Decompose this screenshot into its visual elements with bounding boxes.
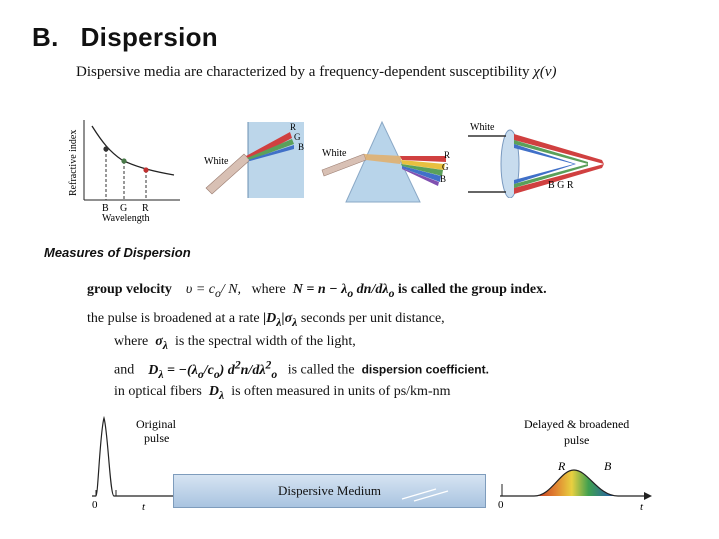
group-index-equation [292,282,395,300]
eq-part: D [208,384,219,399]
eq-part: / N, [220,282,242,297]
measures-heading: Measures of Dispersion [44,245,191,260]
g-label: G [294,132,301,142]
eq-sub: λ [162,338,168,352]
d-lambda-symbol [208,384,225,402]
page-title [32,22,218,53]
called-text: is called the [397,282,468,297]
eq-sub: o [347,286,354,300]
white-label: White [204,156,229,167]
white-label: White [470,122,495,133]
dispersion-coefficient-term: dispersion coefficient. [361,362,489,377]
eq-sub: λ [292,315,298,329]
broadened-pulse-figure [494,412,656,512]
broadening-text: the pulse is broadened at a rate [87,311,260,326]
section-letter: B. [32,22,59,52]
intro-text: Dispersive media are characterized by a frequency-dependent susceptibility [76,64,530,80]
green-top [514,140,588,164]
r-label: R [290,122,297,132]
zero-label: 0 [498,499,504,511]
original-label: Original [136,417,176,431]
where-text: where [114,334,149,349]
called-text: is called the [287,362,355,378]
intro-line [76,64,557,81]
prism-figure [318,118,460,208]
g-label: G [442,162,449,172]
tick-r: R [142,203,149,214]
broadening-rate [263,311,298,329]
eq-sup: 2 [265,358,272,371]
and-text: and [114,362,135,378]
sigma-symbol [155,334,168,352]
white-label: White [322,148,347,159]
zero-label: 0 [92,499,98,511]
eq-sub: o [388,286,395,300]
eq-sub: o [213,367,220,381]
tick-b: B [102,203,109,214]
eq-sub: o [215,286,221,300]
eq-part: D [148,362,159,378]
velocity-equation [185,282,242,300]
lens-figure [462,118,614,198]
eq-part: |D [263,311,277,326]
eq-part: = −(λ [163,362,198,378]
group-velocity-label: group velocity [87,282,172,297]
section-title: Dispersion [80,22,218,52]
t-label: t [142,501,146,512]
eq-part: |σ [281,311,293,326]
units-text: is often measured in units of ps/km-nm [231,384,451,399]
green-point [121,158,126,163]
group-index-term: group index. [471,282,547,297]
b-label: B [604,459,612,473]
eq-part: n/dλ [240,362,266,378]
fibers-text: in optical fibers [114,384,202,399]
t-axis-arrow [644,492,652,500]
refractive-index-plot [62,114,187,226]
eq-part: /c [203,362,214,378]
eq-sub: λ [158,367,164,381]
eq-part: σ [155,334,163,349]
eq-sub: λ [276,315,282,329]
group-velocity-line [87,282,547,300]
dispersive-medium-block [173,474,486,508]
eq-part: dn/dλ [353,282,389,297]
where-word: where [251,282,286,297]
blue-point [103,146,108,151]
dispersion-equation [148,358,278,381]
r-label: R [558,459,566,473]
eq-part: N = n − λ [292,282,348,297]
eq-part: υ = c [185,282,215,297]
b-label: B [298,142,305,152]
eq-sub: o [197,367,204,381]
medium-label: Dispersive Medium [278,483,381,498]
eq-sub: o [271,367,278,381]
spectral-width-line [114,334,356,352]
optical-fibers-line [114,384,451,402]
broadening-line [87,311,445,329]
spectral-width-text: is the spectral width of the light, [174,334,356,349]
dispersion-coefficient-line [114,358,489,380]
b-label: B [440,174,447,184]
delayed-label: Delayed & broadened [524,417,630,431]
bgr-label: B G R [548,180,574,191]
tick-g: G [120,203,128,214]
broadening-units: seconds per unit distance, [300,311,445,326]
eq-sub: λ [219,388,225,402]
eq-sup: 2 [234,358,241,371]
pulse-label: pulse [564,433,590,447]
t-label: t [640,501,644,512]
x-axis-label: Wavelength [102,213,150,224]
r-label: R [444,150,451,160]
refraction-figure [198,118,310,200]
pulse-label: pulse [144,431,170,445]
red-point [143,167,148,172]
medium-glint [400,483,460,503]
susceptibility-symbol: χ(ν) [533,64,557,80]
y-axis-label: Refractive index [68,129,79,196]
eq-part: ) d [219,362,235,378]
